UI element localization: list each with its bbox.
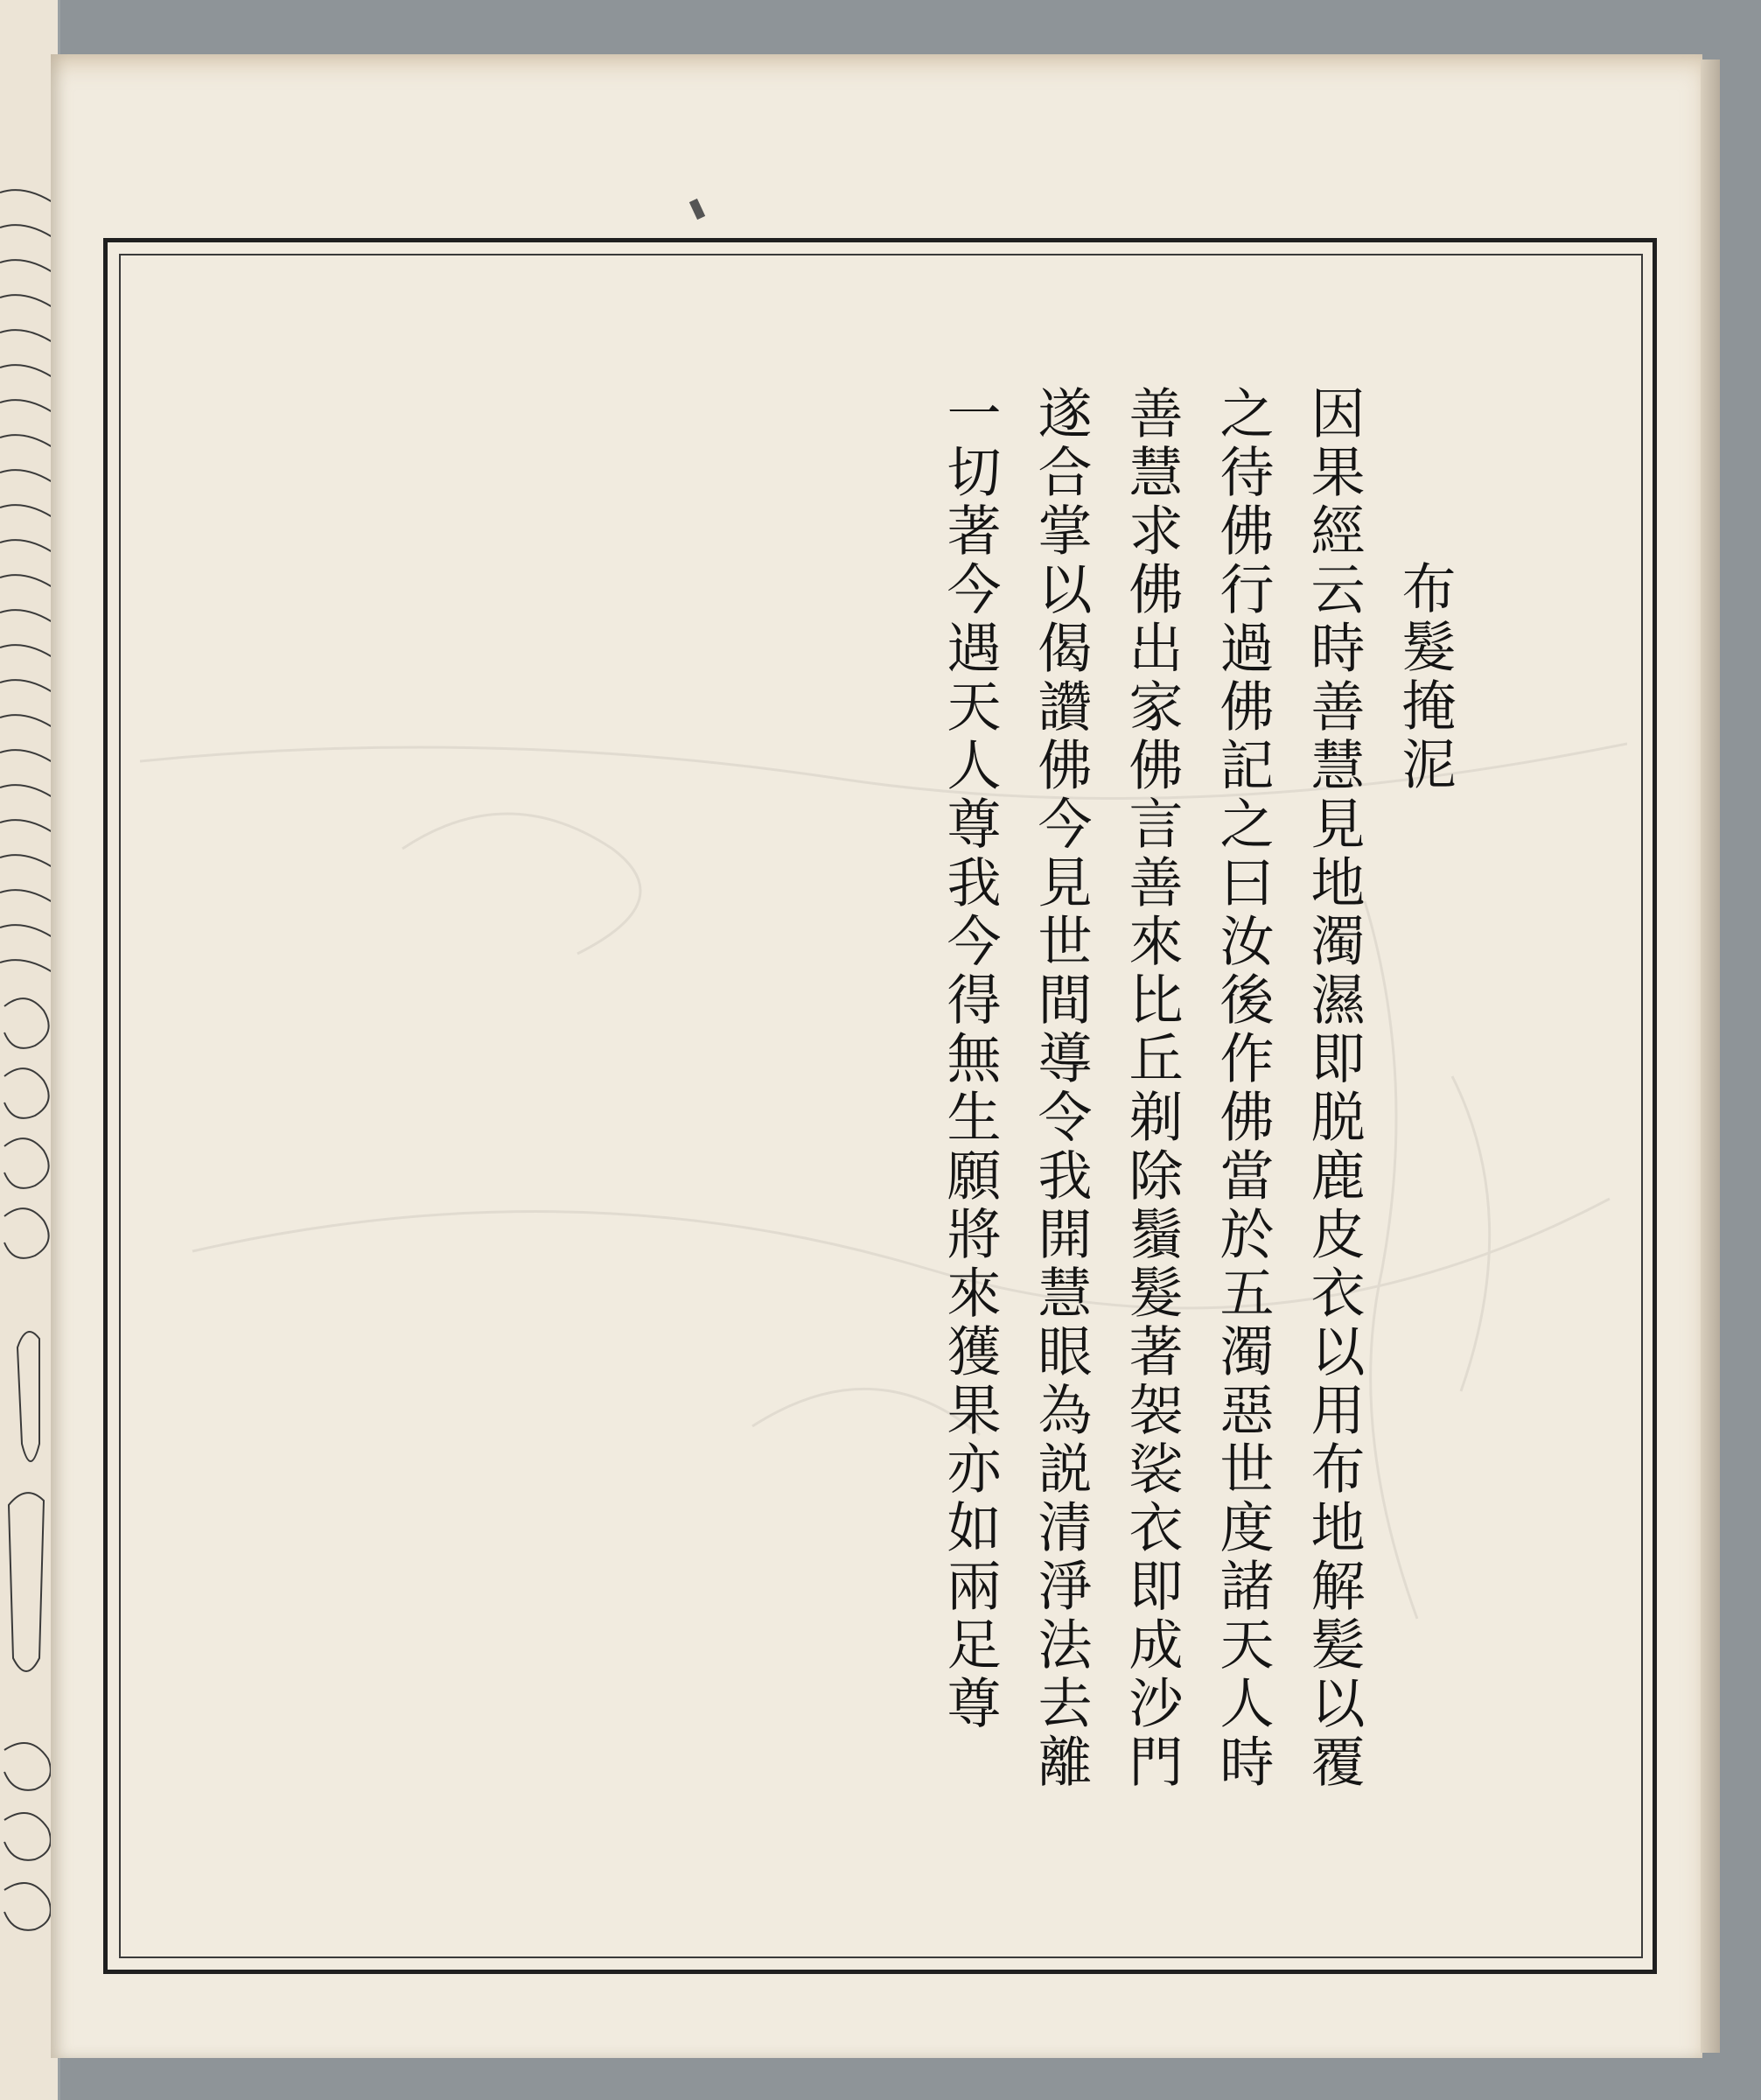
- text-line: 遂合掌以偈讚佛今見世間導令我開慧眼為説清淨法去離: [1029, 385, 1093, 1792]
- vertical-text-block: [910, 385, 1470, 1872]
- text-line: 之待佛行過佛記之曰汝後作佛當於五濁惡世度諸天人時: [1211, 385, 1275, 1792]
- section-title: 布髮掩泥: [1393, 560, 1457, 794]
- text-line: 善慧求佛出家佛言善來比丘剃除鬚髮著袈裟衣即成沙門: [1120, 385, 1184, 1792]
- wave-lines-illustration: [0, 0, 58, 2100]
- text-line: 因果經云時善慧見地濁濕即脱鹿皮衣以用布地解髪以覆: [1302, 385, 1366, 1792]
- text-line: 一切著今遇天人尊我今得無生願將來獲果亦如兩足尊: [938, 385, 1002, 1733]
- page-edge: [1701, 60, 1720, 2053]
